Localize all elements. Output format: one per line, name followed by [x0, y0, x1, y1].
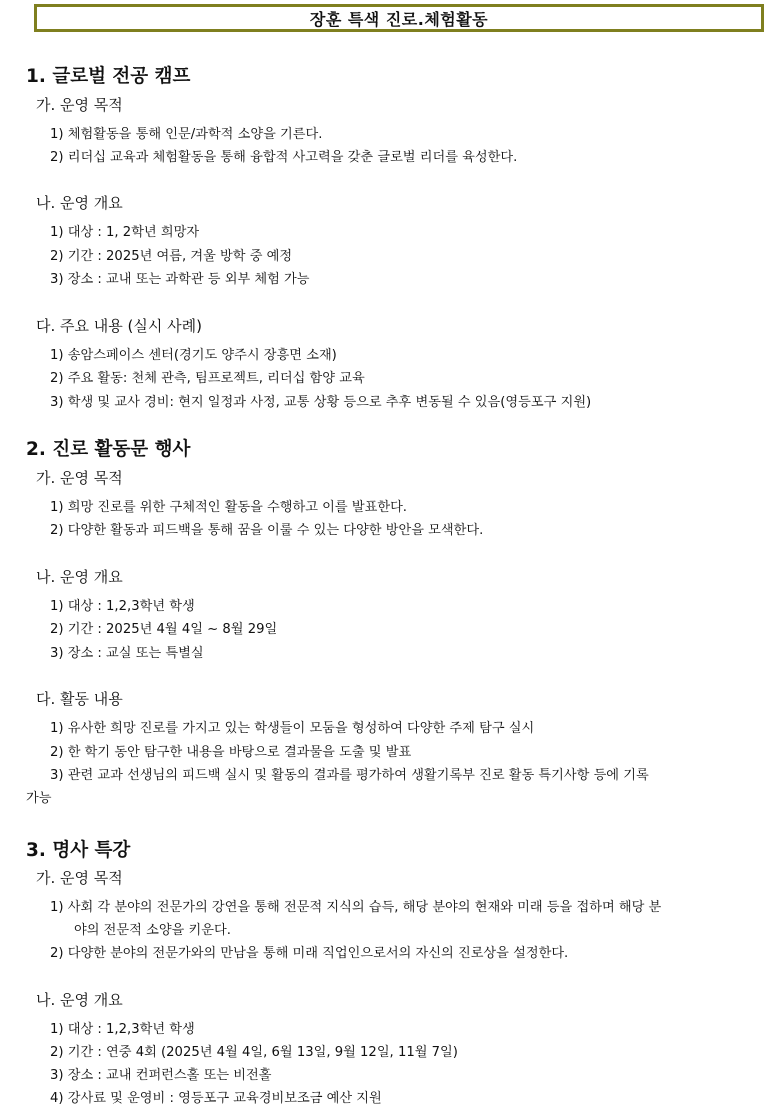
section-2-overview-item: 2) 기간 : 2025년 4월 4일 ~ 8월 29일	[50, 622, 278, 637]
section-1-overview-item: 2) 기간 : 2025년 여름, 겨울 방학 중 예정	[50, 249, 293, 264]
document-title-box	[34, 4, 764, 32]
section-2-overview-heading: 나. 운영 개요	[36, 568, 123, 586]
section-2-activity-item: 1) 유사한 희망 진로를 가지고 있는 학생들이 모둠을 형성하여 다양한 주제 탐구 실시	[50, 721, 535, 736]
section-1-purpose-item: 1) 체험활동을 통해 인문/과학적 소양을 기른다.	[50, 127, 323, 142]
section-3-overview-item: 2) 기간 : 연중 4회 (2025년 4월 4일, 6월 13일, 9월 12일, 11월 7일)	[50, 1045, 458, 1060]
section-1-overview-heading: 나. 운영 개요	[36, 194, 123, 212]
section-1-purpose-item: 2) 리더십 교육과 체험활동을 통해 융합적 사고력을 갖춘 글로벌 리더를 육성한다.	[50, 150, 518, 165]
section-2-overview-item: 3) 장소 : 교실 또는 특별실	[50, 646, 204, 661]
section-1-content-heading: 다. 주요 내용 (실시 사례)	[36, 317, 202, 335]
document-title: 장훈 특색 진로.체험활동	[309, 9, 489, 29]
section-2-overview-item: 1) 대상 : 1,2,3학년 학생	[50, 599, 195, 614]
section-3-purpose-item: 2) 다양한 분야의 전문가와의 만남을 통해 미래 직업인으로서의 자신의 진로상을 설정한다.	[50, 946, 569, 961]
section-3-purpose-heading: 가. 운영 목적	[36, 869, 123, 887]
section-3-overview-item: 1) 대상 : 1,2,3학년 학생	[50, 1022, 195, 1037]
section-3-purpose-item-continuation: 야의 전문적 소양을 키운다.	[74, 923, 231, 938]
section-2-activity-heading: 다. 활동 내용	[36, 690, 123, 708]
section-1-content-item: 3) 학생 및 교사 경비: 현지 일정과 사정, 교통 상황 등으로 추후 변동될 수 있음(영등포구 지원)	[50, 395, 592, 410]
section-3-purpose-item: 1) 사회 각 분야의 전문가의 강연을 통해 전문적 지식의 습득, 해당 분야의 현재와 미래 등을 접하며 해당 분	[50, 900, 662, 915]
section-1-overview-item: 3) 장소 : 교내 또는 과학관 등 외부 체험 가능	[50, 272, 310, 287]
section-1-content-item: 2) 주요 활동: 천체 관측, 팀프로젝트, 리더십 함양 교육	[50, 371, 365, 386]
section-1-content-item: 1) 송암스페이스 센터(경기도 양주시 장흥면 소재)	[50, 348, 337, 363]
section-2-activity-item-continuation: 가능	[26, 791, 52, 806]
section-3-overview-heading: 나. 운영 개요	[36, 991, 123, 1009]
section-1-overview-item: 1) 대상 : 1, 2학년 희망자	[50, 225, 200, 240]
section-2-purpose-heading: 가. 운영 목적	[36, 469, 123, 487]
section-2-activity-item: 3) 관련 교과 선생님의 피드백 실시 및 활동의 결과를 평가하여 생활기록부 진로 활동 특기사항 등에 기록	[50, 768, 649, 783]
section-3-overview-item: 4) 강사료 및 운영비 : 영등포구 교육경비보조금 예산 지원	[50, 1091, 382, 1106]
section-2-purpose-item: 2) 다양한 활동과 피드백을 통해 꿈을 이룰 수 있는 다양한 방안을 모색한다.	[50, 523, 484, 538]
section-3-heading: 3. 명사 특강	[26, 840, 131, 861]
section-1-heading: 1. 글로벌 전공 캠프	[26, 66, 191, 87]
section-2-purpose-item: 1) 희망 진로를 위한 구체적인 활동을 수행하고 이를 발표한다.	[50, 500, 407, 515]
section-2-heading: 2. 진로 활동문 행사	[26, 439, 191, 460]
section-3-overview-item: 3) 장소 : 교내 컨퍼런스홀 또는 비전홀	[50, 1068, 272, 1083]
section-1-purpose-heading: 가. 운영 목적	[36, 96, 123, 114]
section-2-activity-item: 2) 한 학기 동안 탐구한 내용을 바탕으로 결과물을 도출 및 발표	[50, 745, 412, 760]
